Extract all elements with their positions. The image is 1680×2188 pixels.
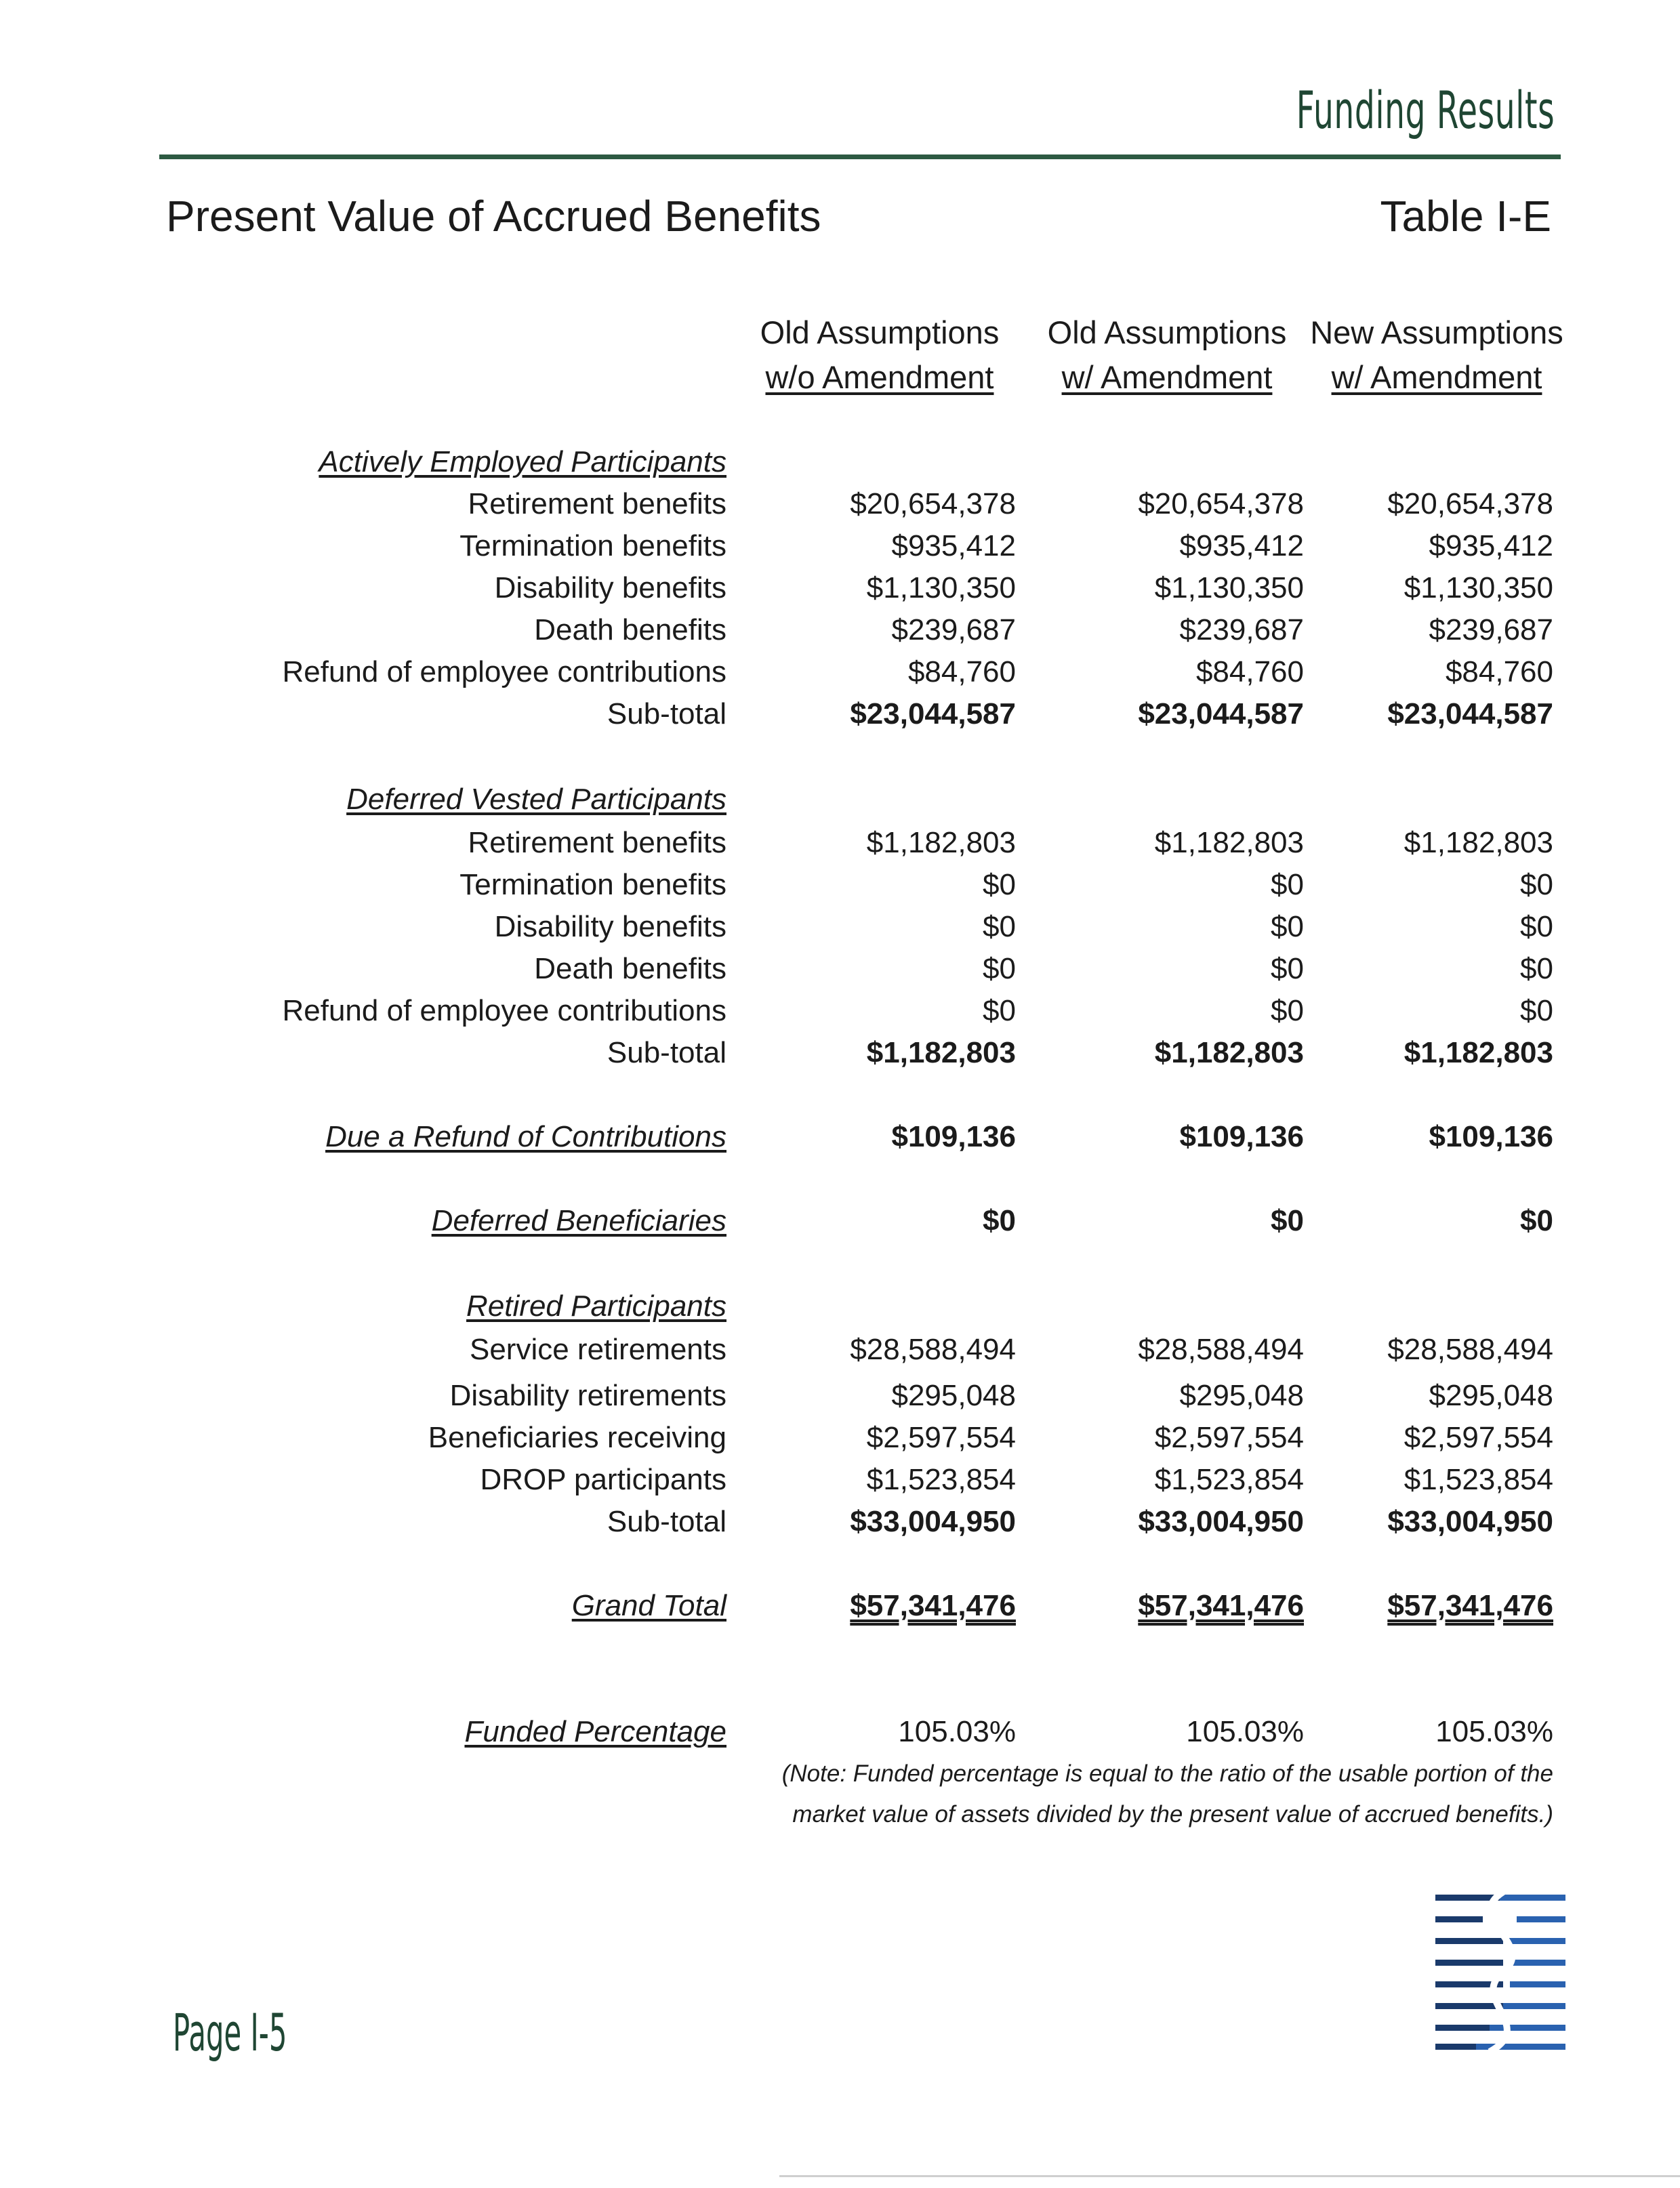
subtotal-value: $33,004,950: [850, 1505, 1016, 1538]
page-number: Page I-5: [173, 2002, 287, 2063]
cell-value: $0: [983, 952, 1016, 985]
cell-value: $935,412: [1429, 529, 1553, 562]
cell-value: $28,588,494: [1387, 1333, 1553, 1366]
subtotal-label: Sub-total: [607, 1036, 726, 1069]
cell-value: $0: [1520, 910, 1553, 943]
subtotal-value: $23,044,587: [850, 697, 1016, 730]
bottom-edge-line: [779, 2175, 1680, 2177]
cell-value: $0: [983, 868, 1016, 901]
cell-value: $109,136: [1429, 1120, 1553, 1153]
company-logo: [1435, 1891, 1565, 2053]
cell-value: $1,130,350: [1404, 571, 1553, 604]
funded-percentage-value: 105.03%: [1186, 1715, 1304, 1748]
column-header-1-line2: w/o Amendment: [765, 359, 994, 395]
row-label: DROP participants: [480, 1463, 726, 1496]
cell-value: $109,136: [891, 1120, 1016, 1153]
row-label: Refund of employee contributions: [282, 655, 726, 688]
column-header-2-line2: w/ Amendment: [1061, 359, 1273, 395]
row-label: Disability benefits: [494, 571, 726, 604]
cell-value: $109,136: [1179, 1120, 1304, 1153]
section-header-due-refund: Due a Refund of Contributions: [325, 1120, 726, 1153]
grand-total-value: $57,341,476: [1387, 1589, 1553, 1622]
row-label: Death benefits: [534, 952, 726, 985]
funded-percentage-value: 105.03%: [1435, 1715, 1553, 1748]
cell-value: $239,687: [1429, 613, 1553, 646]
cell-value: $0: [1520, 1204, 1553, 1237]
cell-value: $295,048: [891, 1379, 1016, 1412]
cell-value: $0: [983, 1204, 1016, 1237]
section-title: Funding Results: [1296, 80, 1555, 140]
cell-value: $0: [1271, 910, 1304, 943]
section-header-deferred-beneficiaries: Deferred Beneficiaries: [431, 1204, 726, 1237]
cell-value: $935,412: [1179, 529, 1304, 562]
row-label: Retirement benefits: [468, 826, 726, 859]
row-label: Death benefits: [534, 613, 726, 646]
cell-value: $0: [1520, 994, 1553, 1027]
header-rule: [159, 154, 1561, 159]
subtotal-label: Sub-total: [607, 697, 726, 730]
row-label: Termination benefits: [459, 529, 726, 562]
cell-value: $20,654,378: [1387, 487, 1553, 520]
column-header-1-line1: Old Assumptions: [760, 314, 1000, 350]
column-header-2-line1: Old Assumptions: [1047, 314, 1287, 350]
subtotal-value: $23,044,587: [1387, 697, 1553, 730]
cell-value: $0: [1271, 868, 1304, 901]
grand-total-label: Grand Total: [571, 1589, 726, 1622]
cell-value: $1,523,854: [1404, 1463, 1553, 1496]
funded-percentage-label: Funded Percentage: [464, 1715, 726, 1748]
funded-percentage-value: 105.03%: [898, 1715, 1016, 1748]
subtotal-label: Sub-total: [607, 1505, 726, 1538]
cell-value: $1,130,350: [866, 571, 1016, 604]
cell-value: $2,597,554: [1154, 1421, 1304, 1454]
section-header-retired: Retired Participants: [466, 1289, 726, 1323]
cell-value: $0: [983, 994, 1016, 1027]
funded-note-line2: market value of assets divided by the present value of accrued benefits.): [792, 1801, 1553, 1828]
subtotal-value: $1,182,803: [1404, 1036, 1553, 1069]
funded-note-line1: (Note: Funded percentage is equal to the ratio of the usable portion of the: [781, 1760, 1553, 1787]
row-label: Refund of employee contributions: [282, 994, 726, 1027]
cell-value: $20,654,378: [1138, 487, 1304, 520]
cell-value: $239,687: [1179, 613, 1304, 646]
section-header-deferred-vested: Deferred Vested Participants: [346, 783, 726, 816]
cell-value: $1,523,854: [1154, 1463, 1304, 1496]
cell-value: $84,760: [1445, 655, 1553, 688]
column-header-3-line2: w/ Amendment: [1331, 359, 1542, 395]
page-title: Present Value of Accrued Benefits: [166, 192, 821, 241]
cell-value: $1,182,803: [866, 826, 1016, 859]
cell-value: $84,760: [1195, 655, 1304, 688]
cell-value: $0: [1520, 868, 1553, 901]
row-label: Service retirements: [469, 1333, 726, 1366]
cell-value: $2,597,554: [1404, 1421, 1553, 1454]
row-label: Disability retirements: [449, 1379, 726, 1412]
cell-value: $0: [1520, 952, 1553, 985]
column-header-1: [744, 310, 1015, 400]
cell-value: $0: [1271, 952, 1304, 985]
cell-value: $1,182,803: [1404, 826, 1553, 859]
cell-value: $1,130,350: [1154, 571, 1304, 604]
grand-total-value: $57,341,476: [850, 1589, 1016, 1622]
subtotal-value: $23,044,587: [1138, 697, 1304, 730]
column-header-3-line1: New Assumptions: [1310, 314, 1563, 350]
row-label: Beneficiaries receiving: [428, 1421, 726, 1454]
cell-value: $1,182,803: [1154, 826, 1304, 859]
column-header-2: [1031, 310, 1303, 400]
row-label: Termination benefits: [459, 868, 726, 901]
column-header-3: [1301, 310, 1572, 400]
cell-value: $0: [983, 910, 1016, 943]
cell-value: $84,760: [907, 655, 1016, 688]
row-label: Disability benefits: [494, 910, 726, 943]
cell-value: $935,412: [891, 529, 1016, 562]
cell-value: $295,048: [1429, 1379, 1553, 1412]
cell-value: $0: [1271, 994, 1304, 1027]
cell-value: $295,048: [1179, 1379, 1304, 1412]
cell-value: $28,588,494: [850, 1333, 1016, 1366]
row-label: Retirement benefits: [468, 487, 726, 520]
table-id: Table I-E: [1380, 192, 1551, 241]
subtotal-value: $1,182,803: [866, 1036, 1016, 1069]
subtotal-value: $33,004,950: [1387, 1505, 1553, 1538]
cell-value: $0: [1271, 1204, 1304, 1237]
cell-value: $28,588,494: [1138, 1333, 1304, 1366]
cell-value: $20,654,378: [850, 487, 1016, 520]
cell-value: $239,687: [891, 613, 1016, 646]
subtotal-value: $33,004,950: [1138, 1505, 1304, 1538]
grand-total-value: $57,341,476: [1138, 1589, 1304, 1622]
cell-value: $1,523,854: [866, 1463, 1016, 1496]
subtotal-value: $1,182,803: [1154, 1036, 1304, 1069]
cell-value: $2,597,554: [866, 1421, 1016, 1454]
section-header-active: Actively Employed Participants: [319, 445, 726, 478]
